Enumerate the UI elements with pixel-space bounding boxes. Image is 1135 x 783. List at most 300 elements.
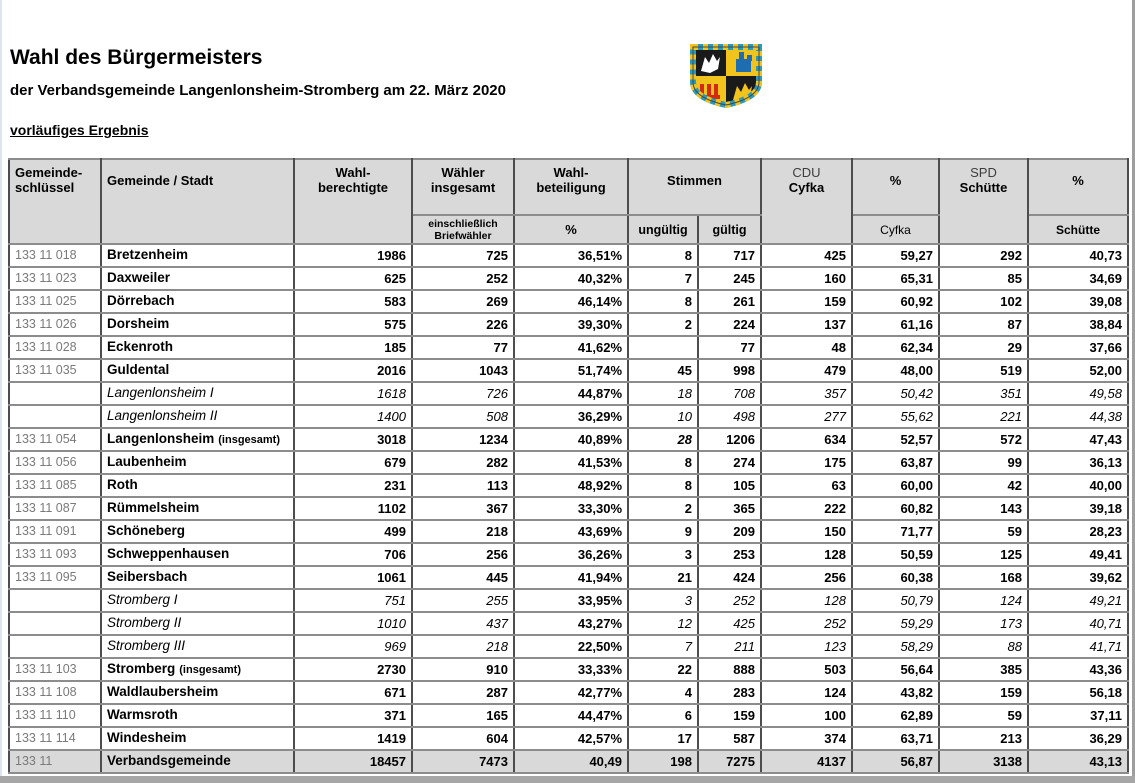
cell-wahlberechtigte: 18457 <box>294 750 412 773</box>
cell-wahlbeteiligung: 42,57% <box>514 727 628 750</box>
cell-wahlberechtigte: 969 <box>294 635 412 658</box>
cell-wahlberechtigte: 1986 <box>294 244 412 267</box>
cell-wahlbeteiligung: 41,62% <box>514 336 628 359</box>
cell-gueltig: 717 <box>698 244 761 267</box>
table-row <box>9 520 1128 543</box>
cell-spd-stimmen: 519 <box>939 359 1028 382</box>
municipality-name: Dorsheim <box>107 316 170 331</box>
cell-spd-stimmen: 99 <box>939 451 1028 474</box>
cell-spd-stimmen: 292 <box>939 244 1028 267</box>
cell-cdu-prozent: 50,59 <box>852 543 939 566</box>
cell-gemeinde <box>101 520 294 543</box>
cell-waehler-insgesamt: 255 <box>412 589 514 612</box>
table-row <box>9 681 1128 704</box>
cell-cdu-stimmen: 256 <box>761 566 852 589</box>
header-spd-party: SPD <box>970 165 997 180</box>
cell-gemeindeschluessel: 133 11 103 <box>9 658 101 681</box>
cell-spd-prozent: 41,71 <box>1028 635 1128 658</box>
cell-spd-stimmen: 59 <box>939 520 1028 543</box>
cell-cdu-prozent: 52,57 <box>852 428 939 451</box>
cell-wahlberechtigte: 1400 <box>294 405 412 428</box>
cell-waehler-insgesamt: 113 <box>412 474 514 497</box>
cell-gueltig: 498 <box>698 405 761 428</box>
cell-gemeinde <box>101 497 294 520</box>
cell-ungueltig: 28 <box>628 428 698 451</box>
subheader-gueltig: gültig <box>698 215 761 244</box>
cell-spd-prozent: 40,71 <box>1028 612 1128 635</box>
municipality-name: Langenlonsheim <box>107 431 215 446</box>
cell-cdu-stimmen: 479 <box>761 359 852 382</box>
cell-waehler-insgesamt: 218 <box>412 520 514 543</box>
cell-gemeinde <box>101 244 294 267</box>
cell-gemeinde <box>101 543 294 566</box>
cell-wahlberechtigte: 1061 <box>294 566 412 589</box>
cell-waehler-insgesamt: 1234 <box>412 428 514 451</box>
cell-spd-prozent: 47,43 <box>1028 428 1128 451</box>
cell-gemeinde <box>101 681 294 704</box>
cell-gueltig: 105 <box>698 474 761 497</box>
subheader-ungueltig: ungültig <box>628 215 698 244</box>
cell-cdu-stimmen: 137 <box>761 313 852 336</box>
cell-wahlbeteiligung: 39,30% <box>514 313 628 336</box>
cell-gemeinde <box>101 336 294 359</box>
cell-cdu-stimmen: 222 <box>761 497 852 520</box>
cell-gemeinde <box>101 313 294 336</box>
cell-ungueltig: 8 <box>628 244 698 267</box>
table-row <box>9 635 1128 658</box>
cell-gemeindeschluessel: 133 11 023 <box>9 267 101 290</box>
cell-cdu-prozent: 63,87 <box>852 451 939 474</box>
cell-waehler-insgesamt: 437 <box>412 612 514 635</box>
header-gemeindeschluessel-line1: Gemeinde- <box>15 165 83 180</box>
cell-gemeinde <box>101 727 294 750</box>
cell-spd-prozent: 49,41 <box>1028 543 1128 566</box>
cell-waehler-insgesamt: 367 <box>412 497 514 520</box>
table-row <box>9 405 1128 428</box>
cell-spd-prozent: 56,18 <box>1028 681 1128 704</box>
cell-spd-stimmen: 125 <box>939 543 1028 566</box>
cell-wahlbeteiligung: 43,69% <box>514 520 628 543</box>
cell-spd-stimmen: 85 <box>939 267 1028 290</box>
header-waehler-line2: insgesamt <box>430 180 496 195</box>
municipality-name: Rümmelsheim <box>107 500 200 515</box>
table-row <box>9 451 1128 474</box>
window-border-left <box>0 0 2 783</box>
municipality-name: Verbandsgemeinde <box>107 753 231 768</box>
header-gemeindeschluessel-line2: schlüssel <box>15 180 75 195</box>
municipality-name: Stromberg III <box>107 638 186 653</box>
cell-waehler-insgesamt: 226 <box>412 313 514 336</box>
cell-spd-stimmen: 159 <box>939 681 1028 704</box>
cell-spd-prozent: 52,00 <box>1028 359 1128 382</box>
cell-cdu-stimmen: 48 <box>761 336 852 359</box>
municipality-suffix: (insgesamt) <box>179 664 242 676</box>
cell-waehler-insgesamt: 508 <box>412 405 514 428</box>
cell-ungueltig: 12 <box>628 612 698 635</box>
cell-gemeindeschluessel: 133 11 085 <box>9 474 101 497</box>
cell-cdu-prozent: 65,31 <box>852 267 939 290</box>
cell-cdu-prozent: 59,27 <box>852 244 939 267</box>
header-spd-schuette <box>939 159 1028 244</box>
header-cdu-prozent: % <box>852 159 939 215</box>
coat-of-arms <box>689 44 763 113</box>
cell-cdu-stimmen: 160 <box>761 267 852 290</box>
cell-spd-prozent: 39,62 <box>1028 566 1128 589</box>
cell-ungueltig: 8 <box>628 451 698 474</box>
cell-gueltig: 159 <box>698 704 761 727</box>
cell-spd-prozent: 40,00 <box>1028 474 1128 497</box>
cell-gemeinde <box>101 612 294 635</box>
cell-gueltig: 888 <box>698 658 761 681</box>
cell-gemeinde <box>101 658 294 681</box>
cell-gemeindeschluessel: 133 11 018 <box>9 244 101 267</box>
table-row <box>9 497 1128 520</box>
cell-waehler-insgesamt: 445 <box>412 566 514 589</box>
cell-cdu-prozent: 55,62 <box>852 405 939 428</box>
cell-wahlberechtigte: 499 <box>294 520 412 543</box>
subheader-cyfka: Cyfka <box>852 215 939 244</box>
cell-cdu-stimmen: 128 <box>761 543 852 566</box>
cell-wahlbeteiligung: 22,50% <box>514 635 628 658</box>
cell-wahlberechtigte: 231 <box>294 474 412 497</box>
table-row <box>9 359 1128 382</box>
cell-spd-prozent: 49,58 <box>1028 382 1128 405</box>
cell-gueltig: 224 <box>698 313 761 336</box>
cell-gemeindeschluessel: 133 11 025 <box>9 290 101 313</box>
cell-ungueltig: 3 <box>628 543 698 566</box>
cell-cdu-prozent: 63,71 <box>852 727 939 750</box>
table-row <box>9 658 1128 681</box>
header-gemeindeschluessel <box>9 159 101 244</box>
cell-cdu-stimmen: 634 <box>761 428 852 451</box>
cell-spd-stimmen: 173 <box>939 612 1028 635</box>
table-row <box>9 727 1128 750</box>
cell-waehler-insgesamt: 1043 <box>412 359 514 382</box>
cell-spd-prozent: 44,38 <box>1028 405 1128 428</box>
municipality-name: Schöneberg <box>107 523 186 538</box>
cell-wahlbeteiligung: 36,26% <box>514 543 628 566</box>
cell-spd-stimmen: 3138 <box>939 750 1028 773</box>
cell-cdu-stimmen: 277 <box>761 405 852 428</box>
table-row <box>9 543 1128 566</box>
municipality-name: Waldlaubersheim <box>107 684 219 699</box>
cell-gemeinde <box>101 474 294 497</box>
header-cdu-party: CDU <box>792 165 821 180</box>
cell-spd-prozent: 37,66 <box>1028 336 1128 359</box>
cell-cdu-stimmen: 63 <box>761 474 852 497</box>
cell-gemeindeschluessel <box>9 589 101 612</box>
cell-cdu-prozent: 43,82 <box>852 681 939 704</box>
cell-wahlbeteiligung: 40,32% <box>514 267 628 290</box>
municipality-name: Stromberg <box>107 661 176 676</box>
cell-wahlbeteiligung: 33,33% <box>514 658 628 681</box>
cell-cdu-stimmen: 425 <box>761 244 852 267</box>
cell-wahlberechtigte: 583 <box>294 290 412 313</box>
cell-wahlberechtigte: 706 <box>294 543 412 566</box>
cell-gemeindeschluessel <box>9 382 101 405</box>
table-row <box>9 750 1128 773</box>
cell-waehler-insgesamt: 910 <box>412 658 514 681</box>
cell-spd-prozent: 40,73 <box>1028 244 1128 267</box>
cell-gueltig: 209 <box>698 520 761 543</box>
cell-ungueltig: 4 <box>628 681 698 704</box>
table-header <box>9 159 1128 244</box>
cell-wahlberechtigte: 3018 <box>294 428 412 451</box>
municipality-name: Warmsroth <box>107 707 178 722</box>
cell-gueltig: 283 <box>698 681 761 704</box>
cell-cdu-prozent: 50,42 <box>852 382 939 405</box>
cell-gemeindeschluessel: 133 11 056 <box>9 451 101 474</box>
cell-cdu-prozent: 62,89 <box>852 704 939 727</box>
cell-waehler-insgesamt: 604 <box>412 727 514 750</box>
cell-gemeindeschluessel: 133 11 087 <box>9 497 101 520</box>
cell-gemeinde <box>101 359 294 382</box>
cell-gueltig: 211 <box>698 635 761 658</box>
municipality-name: Bretzenheim <box>107 247 189 262</box>
cell-gemeinde <box>101 405 294 428</box>
cell-gueltig: 274 <box>698 451 761 474</box>
cell-cdu-prozent: 60,00 <box>852 474 939 497</box>
table-row <box>9 267 1128 290</box>
cell-spd-stimmen: 221 <box>939 405 1028 428</box>
cell-gemeindeschluessel: 133 11 <box>9 750 101 773</box>
cell-ungueltig: 21 <box>628 566 698 589</box>
municipality-name: Stromberg I <box>107 592 178 607</box>
page-subtitle: der Verbandsgemeinde Langenlonsheim-Stromberg am 22. März 2020 <box>10 82 506 99</box>
cell-ungueltig: 10 <box>628 405 698 428</box>
cell-waehler-insgesamt: 7473 <box>412 750 514 773</box>
table-row <box>9 612 1128 635</box>
cell-cdu-stimmen: 357 <box>761 382 852 405</box>
header-waehler-insgesamt <box>412 159 514 215</box>
cell-waehler-insgesamt: 287 <box>412 681 514 704</box>
header-wahlbeteiligung-line1: Wahl- <box>553 165 589 180</box>
cell-spd-prozent: 34,69 <box>1028 267 1128 290</box>
cell-gueltig: 587 <box>698 727 761 750</box>
cell-wahlberechtigte: 1102 <box>294 497 412 520</box>
cell-wahlbeteiligung: 46,14% <box>514 290 628 313</box>
cell-gemeinde <box>101 635 294 658</box>
cell-wahlberechtigte: 2016 <box>294 359 412 382</box>
cell-gemeinde <box>101 566 294 589</box>
municipality-name: Roth <box>107 477 138 492</box>
cell-cdu-stimmen: 150 <box>761 520 852 543</box>
cell-wahlberechtigte: 2730 <box>294 658 412 681</box>
cell-spd-prozent: 28,23 <box>1028 520 1128 543</box>
table-row <box>9 566 1128 589</box>
header-wahlbeteiligung-line2: beteiligung <box>536 180 606 195</box>
cell-ungueltig: 22 <box>628 658 698 681</box>
cell-gueltig: 253 <box>698 543 761 566</box>
table-row <box>9 382 1128 405</box>
cell-wahlberechtigte: 575 <box>294 313 412 336</box>
cell-cdu-prozent: 60,82 <box>852 497 939 520</box>
header-spd-candidate: Schütte <box>959 180 1008 195</box>
cell-spd-prozent: 43,13 <box>1028 750 1128 773</box>
cell-waehler-insgesamt: 282 <box>412 451 514 474</box>
cell-wahlbeteiligung: 40,49 <box>514 750 628 773</box>
cell-gemeinde <box>101 451 294 474</box>
header-wahlberechtigte-line1: Wahl- <box>335 165 371 180</box>
cell-spd-stimmen: 59 <box>939 704 1028 727</box>
table-body <box>9 244 1128 773</box>
cell-cdu-prozent: 56,64 <box>852 658 939 681</box>
subheader-briefwaehler <box>412 215 514 244</box>
cell-spd-stimmen: 87 <box>939 313 1028 336</box>
cell-gueltig: 1206 <box>698 428 761 451</box>
cell-spd-prozent: 43,36 <box>1028 658 1128 681</box>
cell-spd-stimmen: 102 <box>939 290 1028 313</box>
cell-wahlbeteiligung: 42,77% <box>514 681 628 704</box>
cell-waehler-insgesamt: 77 <box>412 336 514 359</box>
cell-gueltig: 245 <box>698 267 761 290</box>
cell-gemeindeschluessel: 133 11 110 <box>9 704 101 727</box>
cell-waehler-insgesamt: 218 <box>412 635 514 658</box>
municipality-name: Eckenroth <box>107 339 174 354</box>
header-cdu-cyfka <box>761 159 852 244</box>
cell-spd-prozent: 38,84 <box>1028 313 1128 336</box>
cell-gemeindeschluessel <box>9 405 101 428</box>
cell-cdu-stimmen: 252 <box>761 612 852 635</box>
cell-wahlbeteiligung: 48,92% <box>514 474 628 497</box>
cell-gueltig: 252 <box>698 589 761 612</box>
table-row <box>9 428 1128 451</box>
cell-gemeindeschluessel: 133 11 035 <box>9 359 101 382</box>
cell-cdu-stimmen: 124 <box>761 681 852 704</box>
cell-wahlbeteiligung: 44,87% <box>514 382 628 405</box>
cell-ungueltig: 7 <box>628 635 698 658</box>
cell-gemeindeschluessel <box>9 612 101 635</box>
municipality-name: Windesheim <box>107 730 187 745</box>
cell-gemeindeschluessel: 133 11 093 <box>9 543 101 566</box>
cell-waehler-insgesamt: 165 <box>412 704 514 727</box>
subheader-schuette: Schütte <box>1028 215 1128 244</box>
cell-wahlbeteiligung: 33,95% <box>514 589 628 612</box>
cell-spd-stimmen: 29 <box>939 336 1028 359</box>
cell-gemeinde <box>101 750 294 773</box>
cell-gemeinde <box>101 382 294 405</box>
cell-gueltig: 365 <box>698 497 761 520</box>
cell-waehler-insgesamt: 726 <box>412 382 514 405</box>
cell-cdu-prozent: 60,92 <box>852 290 939 313</box>
cell-cdu-prozent: 61,16 <box>852 313 939 336</box>
cell-waehler-insgesamt: 252 <box>412 267 514 290</box>
cell-wahlbeteiligung: 43,27% <box>514 612 628 635</box>
cell-gueltig: 998 <box>698 359 761 382</box>
cell-wahlberechtigte: 671 <box>294 681 412 704</box>
cell-wahlbeteiligung: 33,30% <box>514 497 628 520</box>
cell-gemeinde <box>101 428 294 451</box>
cell-waehler-insgesamt: 269 <box>412 290 514 313</box>
cell-wahlbeteiligung: 41,94% <box>514 566 628 589</box>
cell-cdu-stimmen: 159 <box>761 290 852 313</box>
municipality-name: Schweppenhausen <box>107 546 230 561</box>
cell-gemeindeschluessel: 133 11 054 <box>9 428 101 451</box>
header-wahlbeteiligung <box>514 159 628 215</box>
cell-waehler-insgesamt: 256 <box>412 543 514 566</box>
cell-cdu-prozent: 71,77 <box>852 520 939 543</box>
cell-gemeindeschluessel: 133 11 095 <box>9 566 101 589</box>
cell-wahlberechtigte: 625 <box>294 267 412 290</box>
cell-gemeinde <box>101 704 294 727</box>
cell-ungueltig: 2 <box>628 313 698 336</box>
table-row <box>9 336 1128 359</box>
header-cdu-candidate: Cyfka <box>788 180 825 195</box>
cell-cdu-stimmen: 503 <box>761 658 852 681</box>
table-row <box>9 589 1128 612</box>
municipality-name: Guldental <box>107 362 170 377</box>
cell-wahlbeteiligung: 51,74% <box>514 359 628 382</box>
window-border-bottom <box>0 776 1135 783</box>
cell-wahlberechtigte: 751 <box>294 589 412 612</box>
cell-gueltig: 425 <box>698 612 761 635</box>
header-waehler-line1: Wähler <box>441 165 485 180</box>
cell-cdu-prozent: 50,79 <box>852 589 939 612</box>
cell-spd-stimmen: 351 <box>939 382 1028 405</box>
cell-ungueltig: 2 <box>628 497 698 520</box>
cell-cdu-stimmen: 374 <box>761 727 852 750</box>
cell-cdu-prozent: 58,29 <box>852 635 939 658</box>
cell-wahlbeteiligung: 36,51% <box>514 244 628 267</box>
cell-gueltig: 424 <box>698 566 761 589</box>
coat-of-arms-icon <box>689 44 763 108</box>
cell-wahlbeteiligung: 36,29% <box>514 405 628 428</box>
cell-gemeinde <box>101 267 294 290</box>
subheader-briefwaehler-line2: Briefwähler <box>434 229 492 242</box>
cell-gemeindeschluessel: 133 11 028 <box>9 336 101 359</box>
cell-spd-stimmen: 42 <box>939 474 1028 497</box>
header-wahlberechtigte-line2: berechtigte <box>317 180 389 195</box>
cell-ungueltig: 8 <box>628 474 698 497</box>
cell-cdu-prozent: 60,38 <box>852 566 939 589</box>
header-stimmen: Stimmen <box>628 159 761 215</box>
cell-spd-stimmen: 168 <box>939 566 1028 589</box>
municipality-suffix: (insgesamt) <box>218 434 281 446</box>
cell-ungueltig: 18 <box>628 382 698 405</box>
cell-spd-prozent: 39,18 <box>1028 497 1128 520</box>
cell-spd-stimmen: 88 <box>939 635 1028 658</box>
status-label: vorläufiges Ergebnis <box>10 122 149 138</box>
cell-wahlberechtigte: 679 <box>294 451 412 474</box>
cell-spd-prozent: 49,21 <box>1028 589 1128 612</box>
cell-spd-prozent: 36,13 <box>1028 451 1128 474</box>
cell-cdu-prozent: 48,00 <box>852 359 939 382</box>
cell-ungueltig <box>628 336 698 359</box>
cell-wahlbeteiligung: 44,47% <box>514 704 628 727</box>
cell-wahlberechtigte: 1419 <box>294 727 412 750</box>
cell-ungueltig: 198 <box>628 750 698 773</box>
cell-ungueltig: 8 <box>628 290 698 313</box>
results-table <box>8 158 1129 774</box>
cell-wahlberechtigte: 371 <box>294 704 412 727</box>
cell-gueltig: 77 <box>698 336 761 359</box>
subheader-beteiligung-prozent: % <box>514 215 628 244</box>
cell-cdu-prozent: 56,87 <box>852 750 939 773</box>
municipality-name: Stromberg II <box>107 615 182 630</box>
cell-gueltig: 261 <box>698 290 761 313</box>
cell-gemeinde <box>101 290 294 313</box>
table-row <box>9 313 1128 336</box>
cell-wahlbeteiligung: 41,53% <box>514 451 628 474</box>
cell-spd-prozent: 39,08 <box>1028 290 1128 313</box>
subheader-briefwaehler-line1: einschließlich <box>428 217 498 230</box>
cell-cdu-stimmen: 128 <box>761 589 852 612</box>
cell-spd-prozent: 36,29 <box>1028 727 1128 750</box>
cell-gemeindeschluessel: 133 11 108 <box>9 681 101 704</box>
municipality-name: Dörrebach <box>107 293 175 308</box>
cell-wahlbeteiligung: 40,89% <box>514 428 628 451</box>
cell-gemeindeschluessel <box>9 635 101 658</box>
